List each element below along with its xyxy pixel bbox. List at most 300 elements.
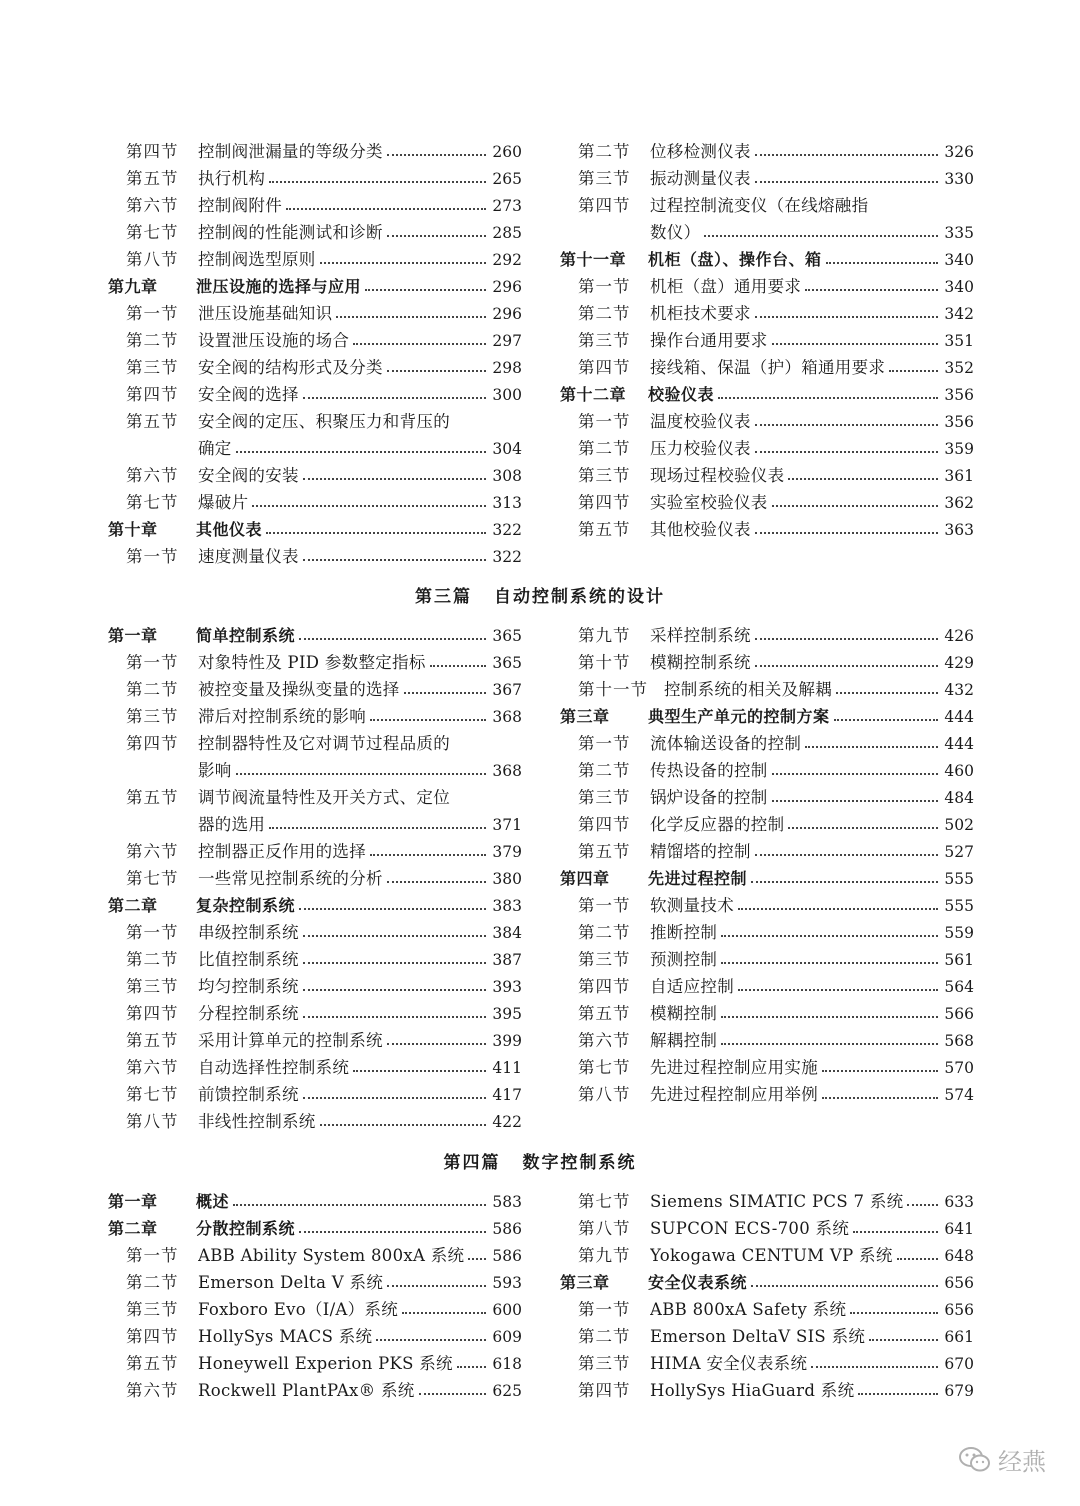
entry-label: 第四节: [578, 977, 631, 996]
entry-label: 第一节: [126, 653, 179, 672]
toc-section-entry[interactable]: [578, 408, 974, 435]
entry-title: 影响: [198, 761, 232, 780]
dot-leader: [402, 1311, 486, 1314]
entry-title: ABB 800xA Safety 系统: [650, 1300, 847, 1319]
page-number: 429: [944, 654, 974, 672]
dot-leader: [738, 907, 938, 910]
entry-title: Honeywell Experion PKS 系统: [198, 1354, 453, 1373]
toc-section-entry[interactable]: [578, 784, 974, 811]
page-number: 384: [492, 924, 522, 942]
dot-leader: [353, 342, 486, 345]
dot-leader: [303, 1015, 486, 1018]
dot-leader: [738, 988, 938, 991]
toc-section-entry[interactable]: [126, 462, 522, 489]
page-number: 574: [944, 1086, 974, 1104]
toc-section-entry[interactable]: [578, 138, 974, 165]
dot-leader: [468, 1257, 486, 1260]
dot-leader: [755, 153, 938, 156]
entry-label: 第六节: [126, 842, 179, 861]
toc-chapter-entry[interactable]: [108, 892, 522, 919]
toc-section-entry[interactable]: [578, 1323, 974, 1350]
toc-section-entry[interactable]: [126, 1081, 522, 1108]
page-number: 561: [944, 951, 974, 969]
entry-label: 第七节: [126, 1085, 179, 1104]
entry-title: HIMA 安全仪表系统: [650, 1354, 808, 1373]
entry-title: 精馏塔的控制: [650, 842, 751, 861]
toc-chapter-entry[interactable]: [108, 516, 522, 543]
entry-label: 第二节: [578, 1327, 631, 1346]
entry-title: 前馈控制系统: [198, 1085, 299, 1104]
toc-section-entry[interactable]: [126, 1350, 522, 1377]
entry-title: 现场过程校验仪表: [650, 466, 785, 485]
entry-title: Yokogawa CENTUM VP 系统: [650, 1246, 893, 1265]
toc-section-entry[interactable]: [126, 1323, 522, 1350]
entry-label: 第二节: [578, 923, 631, 942]
dot-leader: [387, 369, 486, 372]
toc-section-entry[interactable]: [126, 1108, 522, 1135]
toc-section-entry[interactable]: [126, 381, 522, 408]
dot-leader: [826, 261, 938, 264]
toc-section-entry[interactable]: [578, 676, 974, 703]
toc-section-entry[interactable]: [126, 165, 522, 192]
entry-label: 第六节: [126, 466, 179, 485]
entry-label: 第四节: [126, 1327, 179, 1346]
entry-label: 第四节: [126, 1004, 179, 1023]
page-number: 351: [944, 332, 974, 350]
dot-leader: [303, 961, 486, 964]
entry-label: 第二节: [126, 680, 179, 699]
dot-leader: [755, 315, 938, 318]
toc-section-entry[interactable]: [126, 138, 522, 165]
entry-label: 第一节: [578, 734, 631, 753]
entry-label: 第六节: [126, 1381, 179, 1400]
page-number: 417: [492, 1086, 522, 1104]
toc-section-entry[interactable]: [126, 1377, 522, 1404]
toc-section-entry[interactable]: [126, 354, 522, 381]
entry-title: 一些常见控制系统的分析: [198, 869, 383, 888]
toc-section-entry[interactable]: [126, 219, 522, 246]
page-number: 484: [944, 789, 974, 807]
entry-title: 锅炉设备的控制: [650, 788, 768, 807]
toc-section-entry[interactable]: [126, 730, 522, 757]
toc-section-entry[interactable]: [126, 676, 522, 703]
toc-section-entry[interactable]: [578, 165, 974, 192]
toc-section-entry[interactable]: [578, 489, 974, 516]
dot-leader: [269, 180, 486, 183]
entry-title: 安全阀的选择: [198, 385, 299, 404]
entry-label: 第一章: [108, 1192, 158, 1211]
dot-leader: [387, 153, 486, 156]
page-number: 661: [944, 1328, 974, 1346]
page-number: 296: [492, 305, 522, 323]
entry-title: 爆破片: [198, 493, 249, 512]
toc-section-entry[interactable]: [578, 892, 974, 919]
entry-label: 第五节: [126, 412, 179, 431]
entry-title: SUPCON ECS-700 系统: [650, 1219, 850, 1238]
entry-label: 第九节: [578, 1246, 631, 1265]
dot-leader: [907, 1203, 938, 1206]
entry-label: 第二节: [126, 1273, 179, 1292]
entry-label: 第六节: [578, 1031, 631, 1050]
toc-section-entry[interactable]: [578, 649, 974, 676]
toc-section-entry[interactable]: [578, 811, 974, 838]
toc-section-entry[interactable]: [578, 1000, 974, 1027]
dot-leader: [755, 637, 938, 640]
entry-title: 典型生产单元的控制方案: [648, 707, 830, 726]
dot-leader: [718, 396, 938, 399]
toc-section-entry[interactable]: [578, 1377, 974, 1404]
toc-section-entry[interactable]: [578, 919, 974, 946]
dot-leader: [704, 234, 938, 237]
page-number: 368: [492, 708, 522, 726]
toc-section-entry[interactable]: [126, 1296, 522, 1323]
entry-label: 第五节: [126, 1031, 179, 1050]
dot-leader: [365, 288, 486, 291]
toc-section-entry[interactable]: [578, 273, 974, 300]
toc-section-entry[interactable]: [126, 919, 522, 946]
toc-section-entry[interactable]: [578, 622, 974, 649]
toc-section-entry[interactable]: [126, 1000, 522, 1027]
toc-section-entry[interactable]: [126, 435, 522, 462]
entry-title: 控制系统的相关及解耦: [664, 680, 832, 699]
dot-leader: [269, 826, 486, 829]
dot-leader: [853, 1230, 938, 1233]
dot-leader: [387, 234, 486, 237]
toc-section-entry[interactable]: [126, 1027, 522, 1054]
entry-label: 第六节: [126, 1058, 179, 1077]
part-heading: [0, 1148, 1080, 1173]
entry-title: 控制阀泄漏量的等级分类: [198, 142, 383, 161]
entry-label: 第五节: [578, 1004, 631, 1023]
page-number: 380: [492, 870, 522, 888]
dot-leader: [772, 772, 938, 775]
page-number: 260: [492, 143, 522, 161]
entry-label: 第一节: [578, 412, 631, 431]
entry-label: 第四章: [560, 869, 610, 888]
dot-leader: [721, 1042, 938, 1045]
dot-leader: [336, 315, 486, 318]
entry-label: 第四节: [578, 358, 631, 377]
entry-title: 化学反应器的控制: [650, 815, 785, 834]
entry-title: 机柜技术要求: [650, 304, 751, 323]
toc-section-entry[interactable]: [578, 730, 974, 757]
dot-leader: [889, 369, 938, 372]
dot-leader: [353, 1069, 486, 1072]
page-number: 313: [492, 494, 522, 512]
toc-chapter-entry[interactable]: [108, 622, 522, 649]
toc-section-entry[interactable]: [578, 1081, 974, 1108]
entry-label: 第二章: [108, 1219, 158, 1238]
toc-section-entry[interactable]: [578, 1242, 974, 1269]
page-number: 411: [492, 1059, 522, 1077]
toc-section-entry[interactable]: [126, 327, 522, 354]
dot-leader: [850, 1311, 938, 1314]
dot-leader: [286, 207, 486, 210]
entry-title: 传热设备的控制: [650, 761, 768, 780]
page-number: 432: [944, 681, 974, 699]
entry-title: HollySys MACS 系统: [198, 1327, 373, 1346]
toc-chapter-entry[interactable]: [560, 703, 974, 730]
entry-title: 自适应控制: [650, 977, 734, 996]
dot-leader: [834, 718, 938, 721]
entry-label: 第三节: [578, 331, 631, 350]
page-number: 586: [492, 1220, 522, 1238]
toc-section-entry[interactable]: [578, 1215, 974, 1242]
toc-section-entry[interactable]: [126, 1269, 522, 1296]
entry-label: 第四节: [578, 1381, 631, 1400]
dot-leader: [858, 1392, 938, 1395]
entry-label: 第一节: [578, 277, 631, 296]
toc-section-entry[interactable]: [126, 649, 522, 676]
entry-label: 第五节: [126, 788, 179, 807]
page-number: 502: [944, 816, 974, 834]
dot-leader: [303, 477, 486, 480]
entry-label: 第一节: [578, 896, 631, 915]
page-number: 641: [944, 1220, 974, 1238]
entry-title: 位移检测仪表: [650, 142, 751, 161]
entry-label: 第九节: [578, 626, 631, 645]
entry-title: 自动选择性控制系统: [198, 1058, 350, 1077]
page-number: 363: [944, 521, 974, 539]
dot-leader: [303, 1096, 486, 1099]
dot-leader: [805, 288, 938, 291]
entry-title: 解耦控制: [650, 1031, 718, 1050]
toc-chapter-entry[interactable]: [108, 273, 522, 300]
entry-label: 第五节: [126, 169, 179, 188]
page-number: 444: [944, 708, 974, 726]
toc-section-entry[interactable]: [126, 811, 522, 838]
toc-section-entry[interactable]: [578, 946, 974, 973]
page-number: 322: [492, 521, 522, 539]
toc-section-entry[interactable]: [126, 192, 522, 219]
part-title: 自动控制系统的设计: [494, 587, 665, 607]
part-title: 数字控制系统: [522, 1153, 637, 1173]
toc-section-entry[interactable]: [126, 703, 522, 730]
entry-title: 校验仪表: [648, 385, 715, 404]
toc-section-entry[interactable]: [578, 192, 974, 219]
entry-title: 其他校验仪表: [650, 520, 751, 539]
entry-title: Emerson DeltaV SIS 系统: [650, 1327, 866, 1346]
toc-section-entry[interactable]: [578, 757, 974, 784]
entry-label: 第五节: [578, 842, 631, 861]
page-number: 326: [944, 143, 974, 161]
entry-label: 第七节: [126, 493, 179, 512]
entry-title: 调节阀流量特性及开关方式、定位: [198, 788, 450, 807]
entry-title: 数仪）: [650, 223, 701, 242]
watermark-text: 经燕: [998, 1448, 1046, 1476]
page-number: 609: [492, 1328, 522, 1346]
page-number: 383: [492, 897, 522, 915]
toc-section-entry[interactable]: [126, 946, 522, 973]
toc-section-entry[interactable]: [578, 354, 974, 381]
page-number: 444: [944, 735, 974, 753]
page-number: 298: [492, 359, 522, 377]
entry-label: 第二节: [126, 950, 179, 969]
entry-label: 第二节: [578, 142, 631, 161]
part-heading: [0, 582, 1080, 607]
toc-section-entry[interactable]: [126, 543, 522, 570]
dot-leader: [387, 1284, 486, 1287]
page-number: 648: [944, 1247, 974, 1265]
entry-title: 分程控制系统: [198, 1004, 299, 1023]
page-number: 340: [944, 278, 974, 296]
entry-title: HollySys HiaGuard 系统: [650, 1381, 855, 1400]
entry-title: 安全阀的结构形式及分类: [198, 358, 383, 377]
dot-leader: [822, 1069, 938, 1072]
page-number: 387: [492, 951, 522, 969]
toc-section-entry[interactable]: [126, 246, 522, 273]
toc-section-entry[interactable]: [126, 784, 522, 811]
entry-label: 第四节: [578, 196, 631, 215]
entry-label: 第四节: [578, 493, 631, 512]
dot-leader: [419, 1392, 486, 1395]
toc-section-entry[interactable]: [126, 1242, 522, 1269]
page-number: 285: [492, 224, 522, 242]
toc-section-entry[interactable]: [578, 435, 974, 462]
entry-title: 串级控制系统: [198, 923, 299, 942]
dot-leader: [772, 342, 938, 345]
entry-label: 第三节: [578, 788, 631, 807]
toc-section-entry[interactable]: [126, 489, 522, 516]
entry-title: 均匀控制系统: [198, 977, 299, 996]
page-number: 656: [944, 1301, 974, 1319]
toc-section-entry[interactable]: [578, 516, 974, 543]
entry-label: 第九章: [108, 277, 158, 296]
entry-title: 确定: [198, 439, 232, 458]
toc-chapter-entry[interactable]: [560, 1269, 974, 1296]
part-number: 第三篇: [415, 587, 472, 607]
entry-label: 第十一章: [560, 250, 627, 269]
entry-title: 非线性控制系统: [198, 1112, 316, 1131]
page-number: 555: [944, 870, 974, 888]
entry-title: 先进过程控制应用举例: [650, 1085, 818, 1104]
entry-title: Rockwell PlantPAx® 系统: [198, 1381, 415, 1400]
toc-section-entry[interactable]: [126, 865, 522, 892]
entry-title: 流体输送设备的控制: [650, 734, 802, 753]
entry-title: 机柜（盘）、操作台、箱: [648, 250, 822, 269]
page-number: 335: [944, 224, 974, 242]
toc-section-entry[interactable]: [578, 1350, 974, 1377]
toc-section-entry[interactable]: [126, 300, 522, 327]
entry-label: 第八节: [126, 250, 179, 269]
wechat-icon: [958, 1445, 992, 1475]
toc-chapter-entry[interactable]: [108, 1188, 522, 1215]
toc-section-entry[interactable]: [126, 838, 522, 865]
entry-label: 第十章: [108, 520, 158, 539]
entry-label: 第五节: [578, 520, 631, 539]
toc-section-entry[interactable]: [126, 757, 522, 784]
page-number: 527: [944, 843, 974, 861]
toc-section-entry[interactable]: [578, 1296, 974, 1323]
entry-title: 安全阀的定压、积聚压力和背压的: [198, 412, 450, 431]
entry-label: 第三节: [578, 1354, 631, 1373]
entry-label: 第二节: [578, 439, 631, 458]
dot-leader: [387, 1042, 486, 1045]
dot-leader: [721, 961, 938, 964]
dot-leader: [755, 531, 938, 534]
toc-section-entry[interactable]: [578, 219, 974, 246]
page-number: 273: [492, 197, 522, 215]
dot-leader: [233, 1203, 486, 1206]
dot-leader: [836, 691, 938, 694]
dot-leader: [805, 745, 938, 748]
page-number: 555: [944, 897, 974, 915]
page-number: 362: [944, 494, 974, 512]
page-number: 365: [492, 654, 522, 672]
dot-leader: [303, 934, 486, 937]
page-number: 300: [492, 386, 522, 404]
entry-label: 第三节: [126, 358, 179, 377]
entry-label: 第一节: [126, 923, 179, 942]
page-number: 586: [492, 1247, 522, 1265]
toc-section-entry[interactable]: [578, 327, 974, 354]
entry-title: 概述: [196, 1192, 230, 1211]
entry-label: 第一章: [108, 626, 158, 645]
page-number: 359: [944, 440, 974, 458]
entry-title: 控制阀附件: [198, 196, 282, 215]
page-number: 352: [944, 359, 974, 377]
entry-title: Emerson Delta V 系统: [198, 1273, 384, 1292]
page-number: 600: [492, 1301, 522, 1319]
page-number: 422: [492, 1113, 522, 1131]
toc-section-entry[interactable]: [578, 1054, 974, 1081]
entry-label: 第六节: [126, 196, 179, 215]
entry-title: 比值控制系统: [198, 950, 299, 969]
toc-section-entry[interactable]: [126, 1054, 522, 1081]
toc-section-entry[interactable]: [578, 973, 974, 1000]
entry-title: 先进过程控制应用实施: [650, 1058, 818, 1077]
toc-section-entry[interactable]: [126, 408, 522, 435]
entry-title: 采用计算单元的控制系统: [198, 1031, 383, 1050]
dot-leader: [236, 772, 486, 775]
page-number: 670: [944, 1355, 974, 1373]
toc-section-entry[interactable]: [578, 838, 974, 865]
toc-section-entry[interactable]: [578, 1188, 974, 1215]
toc-section-entry[interactable]: [578, 1027, 974, 1054]
entry-title: 采样控制系统: [650, 626, 751, 645]
page-number: 356: [944, 413, 974, 431]
page-number: 356: [944, 386, 974, 404]
dot-leader: [370, 853, 486, 856]
page-number: 330: [944, 170, 974, 188]
entry-title: 模糊控制: [650, 1004, 718, 1023]
entry-title: 推断控制: [650, 923, 718, 942]
dot-leader: [303, 988, 486, 991]
entry-title: 实验室校验仪表: [650, 493, 768, 512]
dot-leader: [755, 664, 938, 667]
entry-title: 温度校验仪表: [650, 412, 751, 431]
dot-leader: [721, 934, 938, 937]
entry-title: 其他仪表: [196, 520, 263, 539]
toc-chapter-entry[interactable]: [560, 381, 974, 408]
toc-section-entry[interactable]: [578, 300, 974, 327]
page-number: 367: [492, 681, 522, 699]
entry-title: 泄压设施的选择与应用: [196, 277, 362, 296]
toc-chapter-entry[interactable]: [560, 246, 974, 273]
page-number: 426: [944, 627, 974, 645]
toc-chapter-entry[interactable]: [108, 1215, 522, 1242]
page-number: 342: [944, 305, 974, 323]
entry-label: 第一节: [126, 547, 179, 566]
page-number: 322: [492, 548, 522, 566]
entry-label: 第十节: [578, 653, 631, 672]
entry-title: 速度测量仪表: [198, 547, 299, 566]
entry-title: 软测量技术: [650, 896, 734, 915]
toc-section-entry[interactable]: [126, 973, 522, 1000]
toc-chapter-entry[interactable]: [560, 865, 974, 892]
dot-leader: [266, 531, 486, 534]
toc-section-entry[interactable]: [578, 462, 974, 489]
